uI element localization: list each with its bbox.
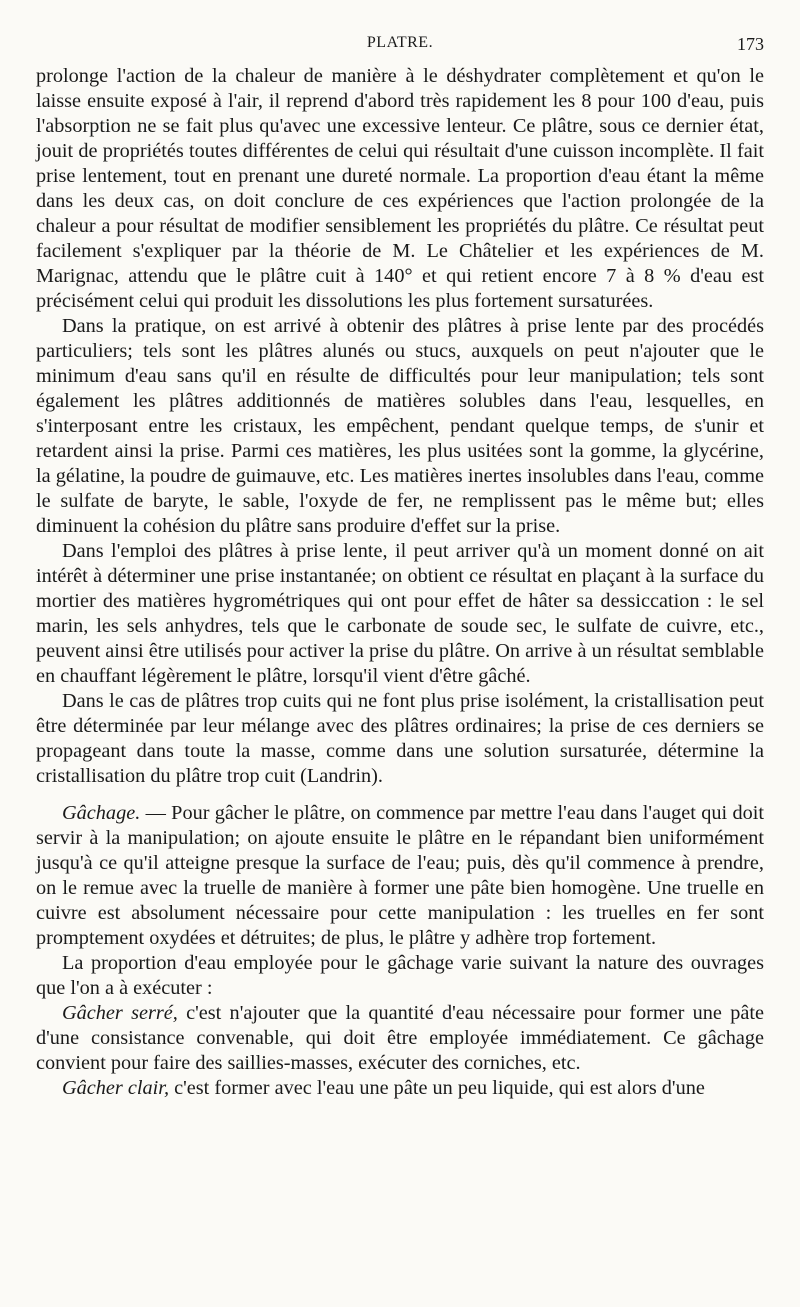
term-runin: Gâcher clair,	[62, 1077, 170, 1099]
paragraph-text: c'est former avec l'eau une pâte un peu liquide, qui est alors d'une	[169, 1077, 705, 1099]
body-text	[36, 64, 764, 1101]
paragraph-gachage	[36, 801, 764, 951]
page-header	[36, 34, 764, 64]
paragraph	[36, 314, 764, 539]
paragraph	[36, 64, 764, 314]
paragraph-text: Dans la pratique, on est arrivé à obtenir des plâtres à prise lente par des procédés particuliers; tels sont les plâtres alunés ou stucs, auxquels on peut n'ajouter que le minimum d'eau sans qu'il en résulte de difficultés pour leur manipulation; tels sont également les plâtres additionnés de matières solubles dans l'eau, lesquelles, en s'interposant entre les cristaux, les empêchent, pendant quelque temps, de s'unir et retardent ainsi la prise. Parmi ces matières, les plus usitées sont la gomme, la glycérine, la gélatine, la poudre de guimauve, etc. Les matières inertes insolubles dans l'eau, comme le sulfate de baryte, le sable, l'oxyde de fer, ne remplissent pas le même but; elles diminuent la cohésion du plâtre sans produire d'effet sur la prise.	[36, 315, 764, 537]
paragraph-text: Dans le cas de plâtres trop cuits qui ne font plus prise isolément, la cristallisation peut être déterminée par leur mélange avec des plâtres ordinaires; la prise de ces derniers se propageant dans toute la masse, comme dans une solution sursaturée, détermine la cristallisation du plâtre trop cuit (Landrin).	[36, 690, 764, 787]
section-runin-heading: Gâchage.	[62, 802, 141, 824]
paragraph	[36, 689, 764, 789]
paragraph	[36, 951, 764, 1001]
paragraph-text: prolonge l'action de la chaleur de manière à le déshydrater complètement et qu'on le laisse ensuite exposé à l'air, il reprend d'abord très rapidement les 8 pour 100 d'eau, puis l'absorption ne se fait plus qu'avec une excessive lenteur. Ce plâtre, sous ce dernier état, jouit de propriétés toutes différentes de celui qui résultait d'une cuisson incomplète. Il fait prise lentement, tout en prenant une dureté normale. La proportion d'eau étant la même dans les deux cas, on doit conclure de ces expériences que l'action prolongée de la chaleur a pour résultat de modifier sensiblement les propriétés du plâtre. Ce résultat peut facilement s'expliquer par la théorie de M. Le Châtelier et les expériences de M. Marignac, attendu que le plâtre cuit à 140° et qui retient encore 7 à 8 % d'eau est précisément celui qui produit les dissolutions les plus fortement sursaturées.	[36, 65, 764, 312]
paragraph-text: La proportion d'eau employée pour le gâchage varie suivant la nature des ouvrages que l'on a à exécuter :	[36, 952, 764, 999]
paragraph-text: — Pour gâcher le plâtre, on commence par mettre l'eau dans l'auget qui doit servir à la manipulation; on ajoute ensuite le plâtre en le répandant bien uniformément jusqu'à ce qu'il atteigne presque la surface de l'eau; puis, dès qu'il commence à prendre, on le remue avec la truelle de manière à former une pâte bien homogène. Une truelle en cuivre est absolument nécessaire pour cette manipulation : les truelles en fer sont promptement oxydées et détruites; de plus, le plâtre y adhère trop fortement.	[36, 802, 764, 949]
paragraph-gacher-clair	[36, 1076, 764, 1101]
page-number: 173	[737, 34, 764, 54]
term-runin: Gâcher serré,	[62, 1002, 178, 1024]
paragraph-text: c'est n'ajouter que la quantité d'eau nécessaire pour former une pâte d'une consistance convenable, qui doit être employée immédiatement. Ce gâchage convient pour faire des saillies-masses, exécuter des corniches, etc.	[36, 1002, 764, 1074]
paragraph	[36, 539, 764, 689]
running-head: PLATRE.	[366, 34, 434, 51]
paragraph-gacher-serre	[36, 1001, 764, 1076]
paragraph-text: Dans l'emploi des plâtres à prise lente, il peut arriver qu'à un moment donné on ait intérêt à déterminer une prise instantanée; on obtient ce résultat en plaçant à la surface du mortier des matières hygrométriques qui ont pour effet de hâter sa dessiccation : le sel marin, les sels anhydres, tels que le carbonate de soude sec, le sulfate de cuivre, etc., peuvent ainsi être utilisés pour activer la prise du plâtre. On arrive à un résultat semblable en chauffant légèrement le plâtre, lorsqu'il vient d'être gâché.	[36, 540, 764, 687]
